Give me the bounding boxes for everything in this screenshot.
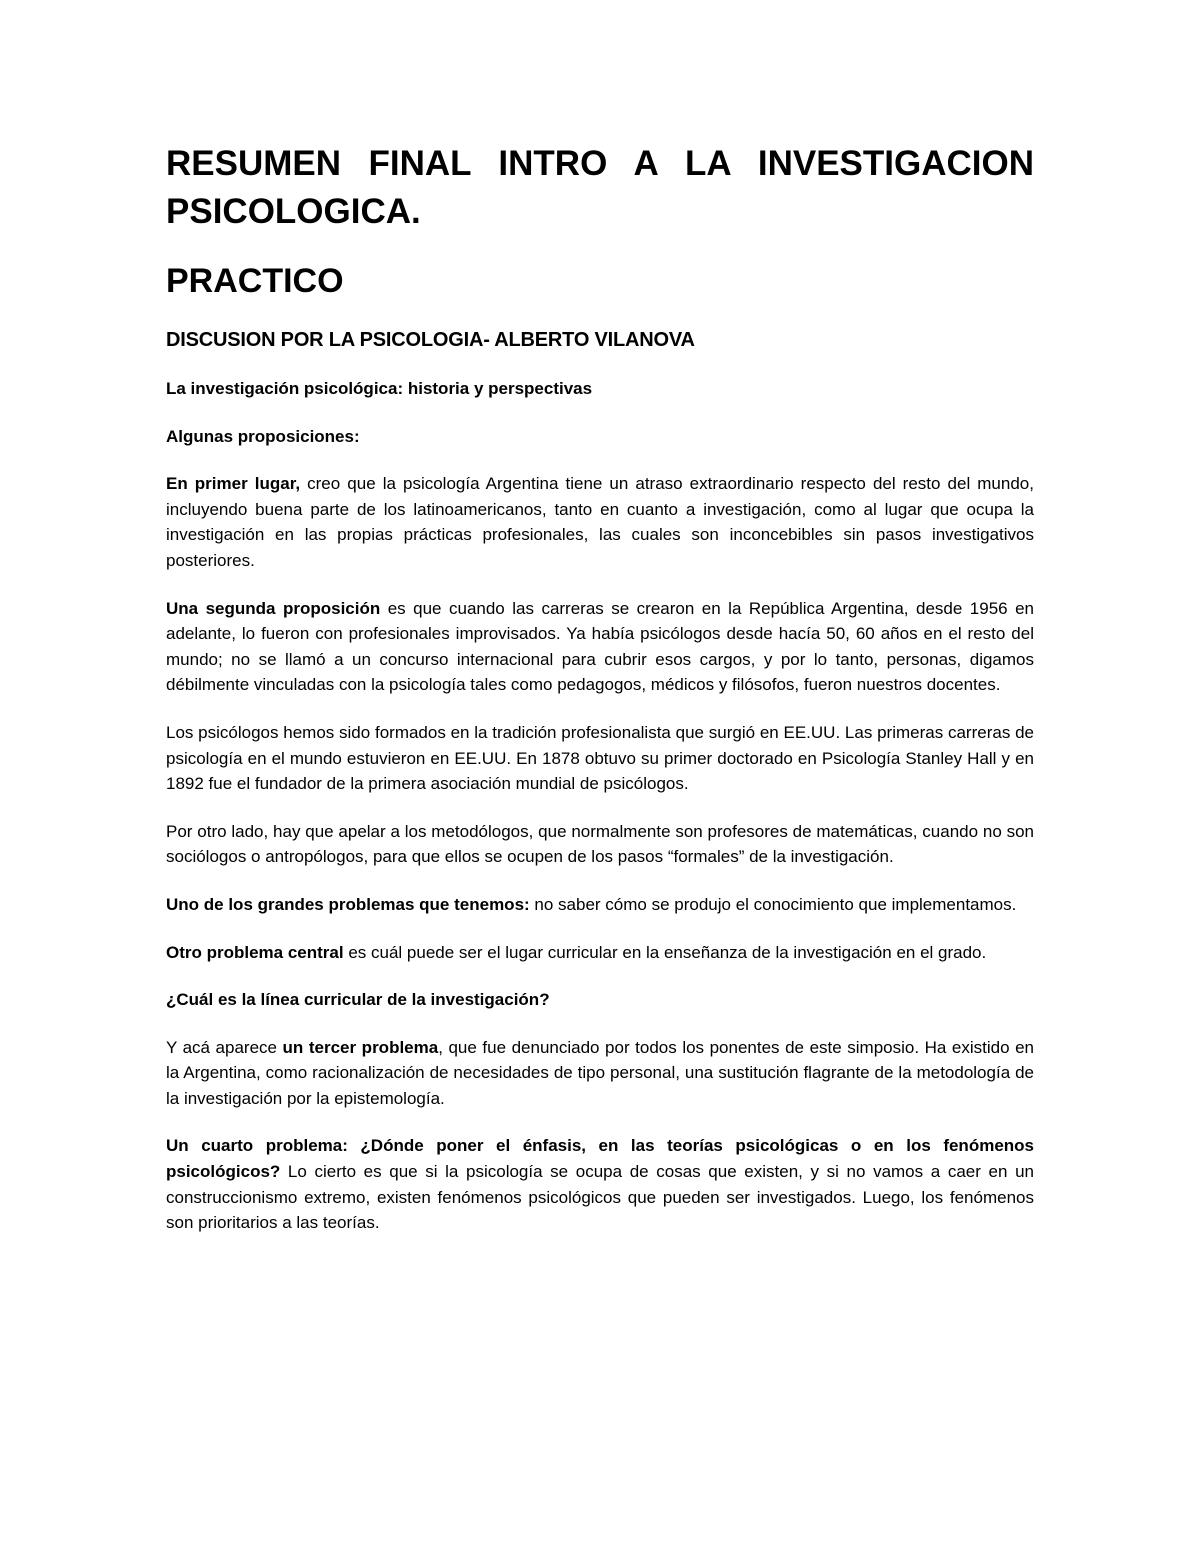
paragraph-2-bold: Una segunda proposición: [166, 598, 381, 618]
paragraph-8-bold: Un cuarto problema: ¿Dónde poner el énfasis, en las teorías psicológicas o en los fenómenos psicológicos?: [166, 1136, 1034, 1182]
paragraph-4: Por otro lado, hay que apelar a los metodólogos, que normalmente son profesores de matemáticas, cuando no son sociólogos o antropólogos, para que ellos se ocupen de los pasos “formales” de la investigación.: [166, 821, 1034, 867]
paragraph-2: [166, 596, 1034, 698]
paragraph-8: [166, 1133, 1034, 1235]
subheading: DISCUSION POR LA PSICOLOGIA- ALBERTO VILANOVA: [166, 329, 695, 351]
paragraph-5-bold: Uno de los grandes problemas que tenemos:: [166, 894, 530, 914]
subtitle: La investigación psicológica: historia y perspectivas: [166, 379, 593, 398]
paragraph-1: [166, 471, 1034, 573]
paragraph-3: Los psicólogos hemos sido formados en la tradición profesionalista que surgió en EE.UU. Las primeras carreras de psicología en el mundo estuvieron en EE.UU. En 1878 obtuvo su primer doctorado en Psicología Stanley Hall y en 1892 fue el fundador de la primera asociación mundial de psicólogos.: [166, 722, 1034, 794]
paragraph-6-bold: Otro problema central: [166, 942, 344, 962]
paragraph-6: [166, 940, 1034, 966]
paragraph-8-text: Lo cierto es que si la psicología se ocupa de cosas que existen, y si no vamos a caer en un construccionismo extremo, existen fenómenos psicológicos que pueden ser investigados. Luego, los fenómenos son prioritarios a las teorías.: [166, 1162, 1034, 1233]
paragraph-6-text: es cuál puede ser el lugar curricular en la enseñanza de la investigación en el grado.: [343, 942, 987, 962]
section-heading: PRACTICO: [166, 262, 344, 300]
curricular-question: ¿Cuál es la línea curricular de la investigación?: [166, 990, 550, 1010]
document-body: [166, 376, 1034, 1258]
paragraph-5: [166, 892, 1034, 918]
paragraph-5-text: no saber cómo se produjo el conocimiento que implementamos.: [529, 894, 1017, 914]
propositions-label-paragraph: [166, 424, 1034, 450]
paragraph-1-bold: En primer lugar,: [166, 474, 301, 494]
paragraph-7-bold: un tercer problema: [282, 1037, 439, 1057]
paragraph-2-text: es que cuando las carreras se crearon en la República Argentina, desde 1956 en adelante, lo fueron con profesionales improvisados. Ya había psicólogos desde hacía 50, 60 años en el resto del mundo; no se llamó a un concurso internacional para cubrir esos cargos, y por lo tanto, personas, digamos débilmente vinculadas con la psicología tales como pedagogos, médicos y filósofos, fueron nuestros docentes.: [166, 598, 1034, 695]
paragraph-7-after: , que fue denunciado por todos los ponentes de este simposio. Ha existido en la Argentina, como racionalización de necesidades de tipo personal, una sustitución flagrante de la metodología de la investigación por la epistemología.: [166, 1037, 1035, 1108]
paragraph-7: [166, 1035, 1034, 1112]
propositions-label: Algunas proposiciones:: [166, 426, 360, 446]
paragraph-7-before: Y acá aparece: [166, 1037, 283, 1057]
title-line-1: RESUMEN FINAL INTRO A LA INVESTIGACION: [166, 144, 1034, 183]
document-title: [166, 140, 1034, 236]
title-line-2: PSICOLOGICA.: [166, 192, 421, 231]
paragraph-1-text: creo que la psicología Argentina tiene un atraso extraordinario respecto del resto del mundo, incluyendo buena parte de los latinoamericanos, tanto en cuanto a investigación, como al lugar que ocupa la investigación en las propias prácticas profesionales, las cuales son inconcebibles sin pasos investigativos posteriores.: [166, 474, 1034, 570]
subtitle-paragraph: [166, 376, 1034, 402]
question-paragraph: [166, 987, 1034, 1013]
